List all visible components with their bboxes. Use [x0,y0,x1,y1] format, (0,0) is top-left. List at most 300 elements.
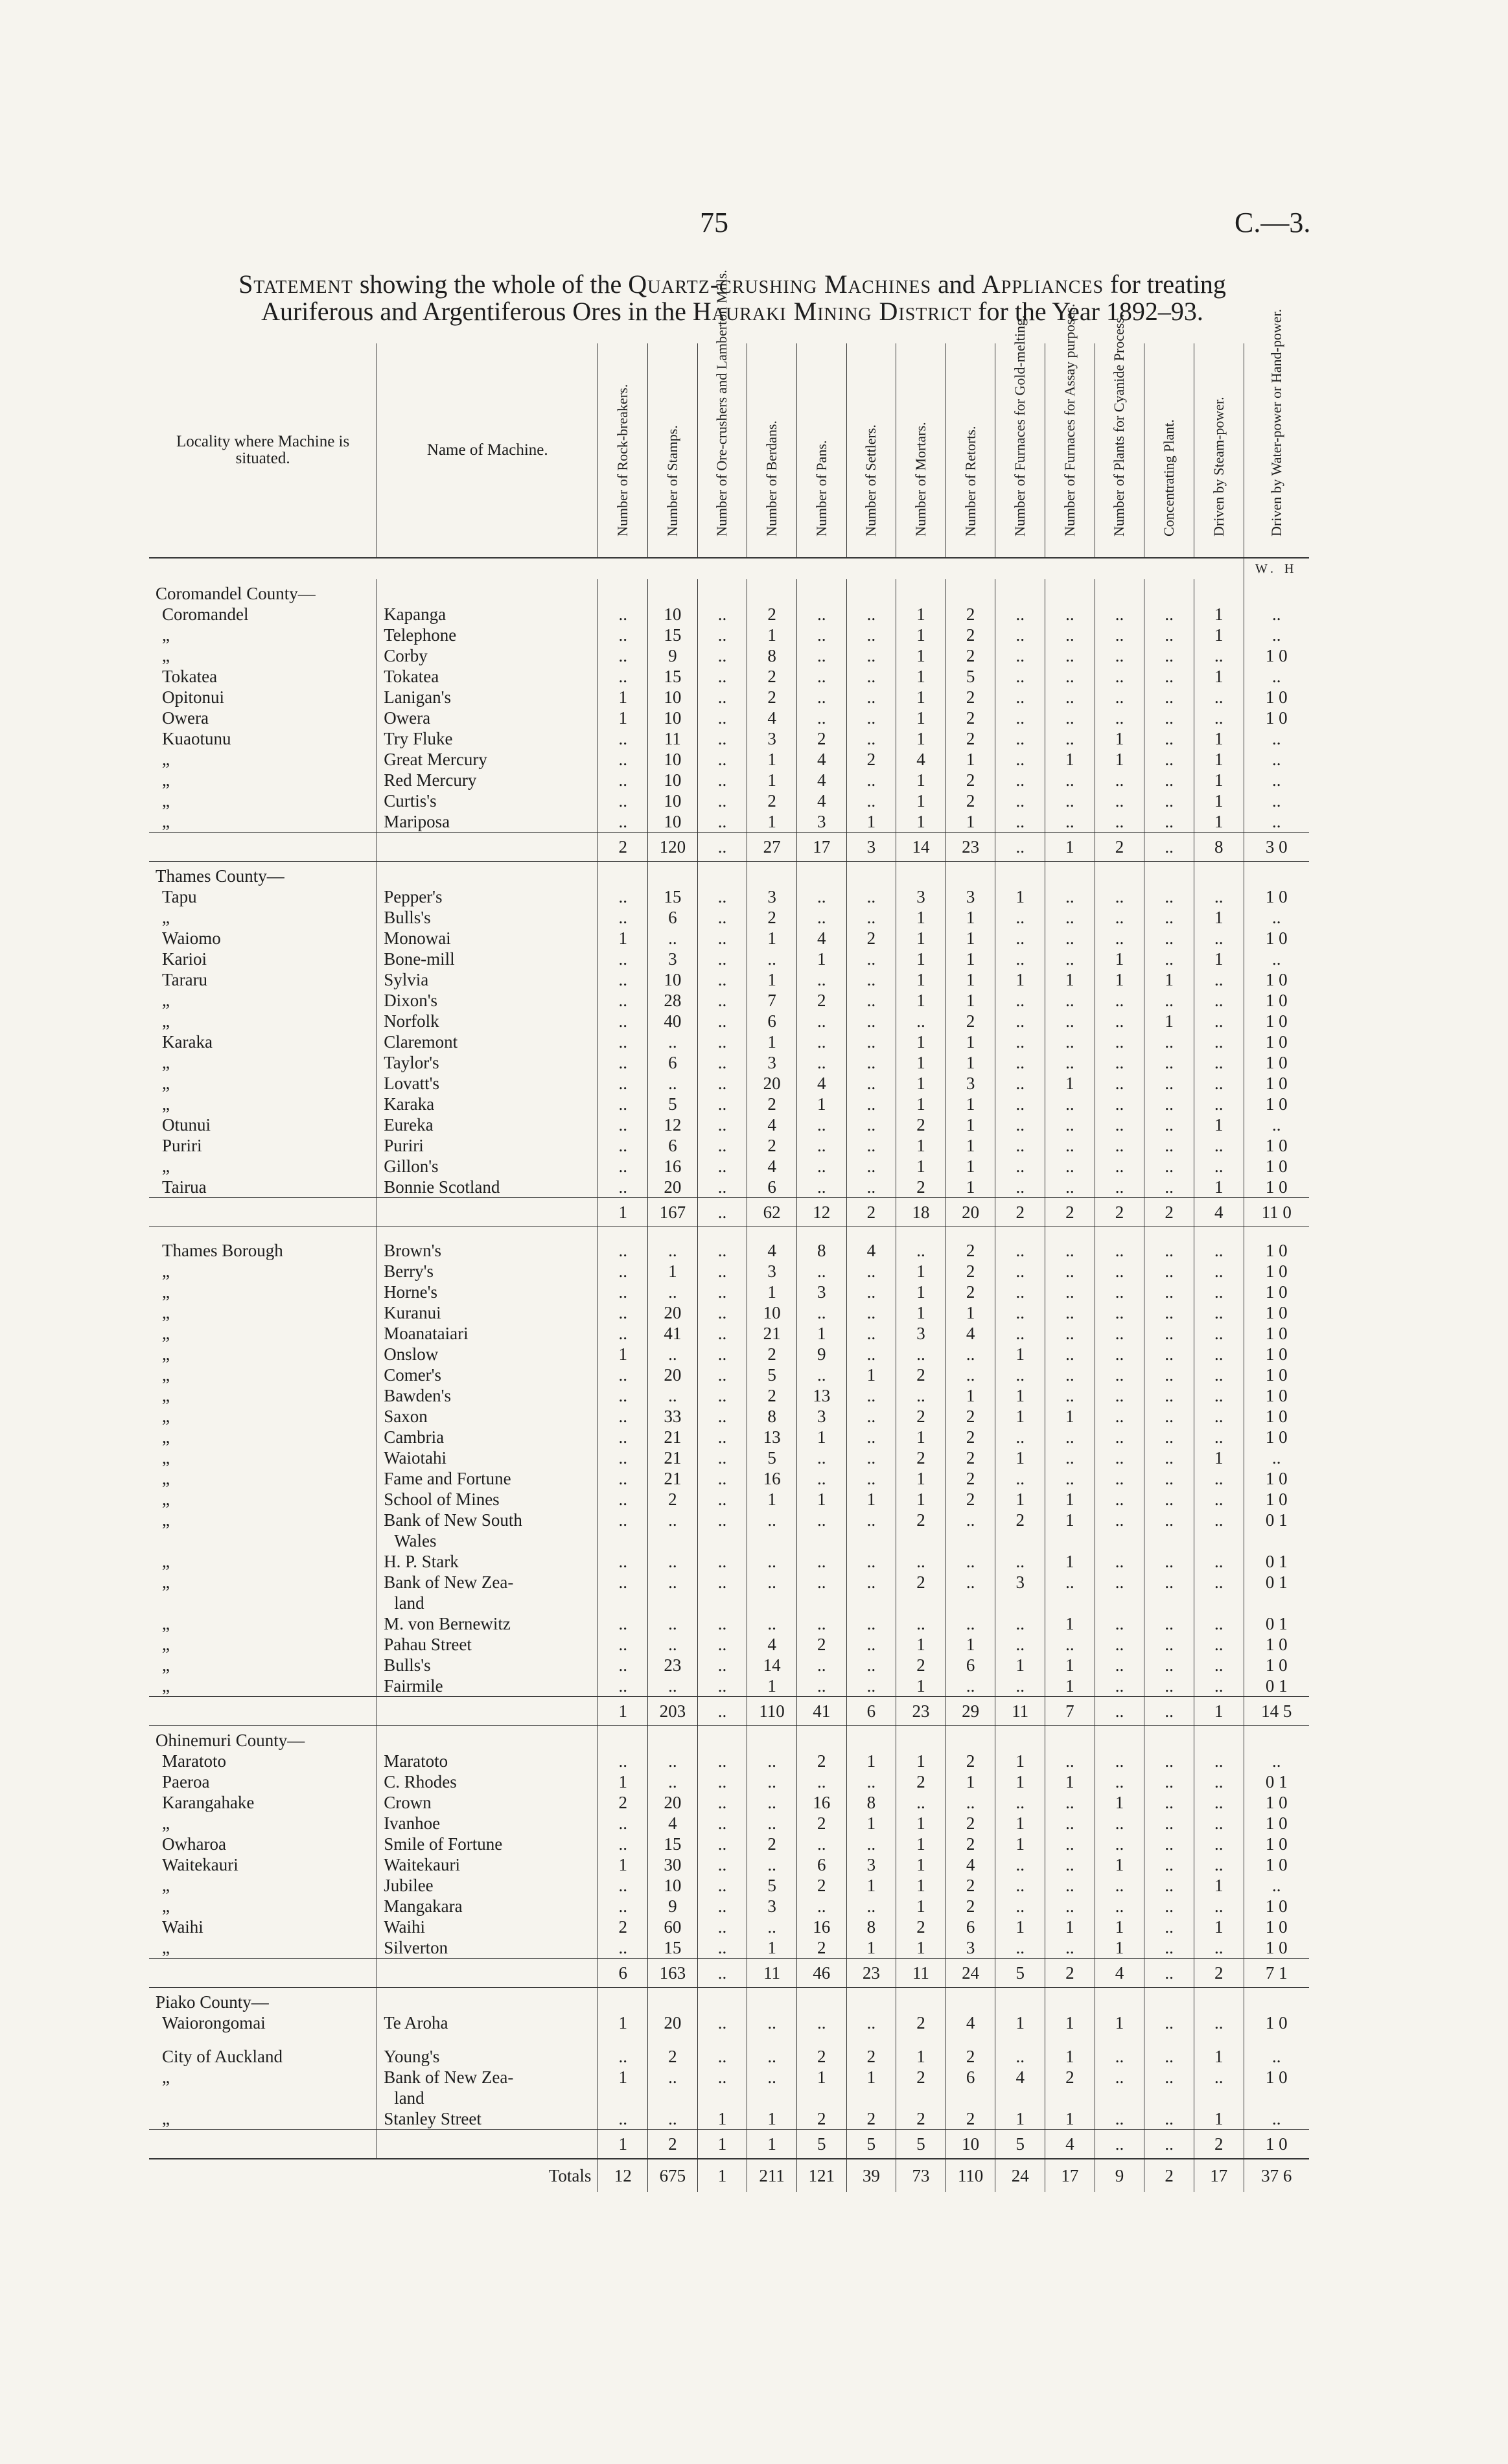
value-cell: .. [1095,1156,1144,1177]
empty-cell [995,1726,1045,1751]
machine-name-cell: Jubilee [377,1875,598,1896]
empty-cell [377,579,598,604]
table-body [149,558,1309,2192]
value-cell: 1 [747,928,797,949]
empty-cell [747,1593,797,1613]
table-row [149,1177,1309,1198]
value-cell: 1 [995,1751,1045,1771]
value-cell: .. [1194,2012,1244,2033]
value-cell: 1 0 [1244,1427,1309,1447]
empty-cell [945,862,995,887]
value-cell: 1 0 [1244,1156,1309,1177]
value-cell: .. [697,1751,747,1771]
value-cell: 1 [1045,1613,1095,1634]
value-cell: .. [1095,2046,1144,2067]
machine-name-cell: Karaka [377,1094,598,1114]
empty-cell [995,2033,1045,2046]
value-cell: 2 [747,687,797,708]
value-cell: .. [1194,1613,1244,1634]
value-cell: 2 [945,708,995,728]
value-cell: .. [1244,2108,1309,2130]
value-cell: .. [598,1302,648,1323]
value-cell: .. [846,1302,896,1323]
machine-name-cell: Bawden's [377,1385,598,1406]
col-header-settlers [846,343,896,558]
locality-cell: „ [162,2109,170,2128]
value-cell: .. [697,1447,747,1468]
value-cell: 41 [796,1697,846,1726]
empty-cell [1045,862,1095,887]
value-cell: .. [846,770,896,790]
value-cell: 1 [1194,1447,1244,1468]
value-cell: .. [796,1896,846,1917]
table-row [149,1282,1309,1302]
value-cell: .. [846,1094,896,1114]
empty-cell [747,1726,797,1751]
value-cell: 3 [796,811,846,833]
value-cell: 1 0 [1244,1261,1309,1282]
value-cell: 3 [648,949,698,969]
value-cell: 2 [945,1011,995,1031]
value-cell: 1 [846,2067,896,2088]
value-cell: 2 [747,1385,797,1406]
value-cell: .. [1194,1427,1244,1447]
value-cell: .. [697,907,747,928]
value-cell: 21 [648,1427,698,1447]
value-cell: 2 [945,2046,995,2067]
value-cell: 2 [945,1834,995,1854]
empty-cell [1244,579,1309,604]
empty-cell [896,1593,946,1613]
value-cell: 1 [598,2130,648,2159]
value-cell: 1 [995,1385,1045,1406]
value-cell: .. [995,1114,1045,1135]
value-cell: .. [796,1675,846,1697]
value-cell: .. [1244,811,1309,833]
value-cell: 10 [648,708,698,728]
value-cell: 7 [747,990,797,1011]
value-cell: .. [598,1834,648,1854]
machine-name-cell: Waiotahi [377,1447,598,1468]
value-cell: .. [995,1613,1045,1634]
machine-name-cell: Corby [377,645,598,666]
value-cell: .. [1144,1135,1194,1156]
value-cell: 20 [648,1177,698,1198]
value-cell: 2 [945,604,995,625]
value-cell: .. [697,1510,747,1530]
value-cell: .. [598,886,648,907]
value-cell: .. [1244,666,1309,687]
value-cell: .. [648,1344,698,1364]
value-cell: 1 [945,1771,995,1792]
value-cell: 1 [747,1675,797,1697]
value-cell: 1 [896,1675,946,1697]
empty-cell [697,1593,747,1613]
value-cell: .. [1095,2130,1144,2159]
value-cell: 1 0 [1244,928,1309,949]
value-cell: .. [995,1427,1045,1447]
value-cell: .. [846,1551,896,1572]
empty-cell [1194,579,1244,604]
value-cell: 40 [648,1011,698,1031]
table-row [149,928,1309,949]
value-cell: .. [1144,1634,1194,1655]
value-cell: .. [1144,1675,1194,1697]
locality-cell: „ [162,1427,170,1447]
value-cell: 203 [648,1697,698,1726]
value-cell: 17 [796,833,846,862]
locality-cell: „ [162,1282,170,1302]
value-cell: .. [1144,1551,1194,1572]
value-cell: 16 [747,1468,797,1489]
machine-name-cell: Curtis's [377,790,598,811]
value-cell: 6 [747,1177,797,1198]
value-cell: 1 [846,1489,896,1510]
locality-cell: „ [162,1261,170,1281]
machine-name-cell: Bank of New South [377,1510,598,1530]
value-cell: .. [697,2046,747,2067]
value-cell: 2 [598,833,648,862]
value-cell: .. [1095,708,1144,728]
value-cell: .. [697,969,747,990]
locality-cell: Owera [162,708,209,728]
locality-cell: „ [162,1572,170,1592]
value-cell: 2 [896,1917,946,1937]
empty-cell [697,2088,747,2108]
value-cell: .. [1244,2046,1309,2067]
value-cell: .. [1045,928,1095,949]
value-cell: .. [1144,2046,1194,2067]
value-cell: .. [995,990,1045,1011]
value-cell: 2 [747,604,797,625]
value-cell: .. [995,790,1045,811]
value-cell: 3 0 [1244,833,1309,862]
locality-cell: „ [162,750,170,769]
value-cell: .. [598,1011,648,1031]
col-header-text: Number of Stamps. [664,425,680,536]
table-row [149,770,1309,790]
value-cell: .. [598,1896,648,1917]
value-cell: 11 [896,1959,946,1988]
value-cell: .. [995,1011,1045,1031]
value-cell: 1 [896,907,946,928]
value-cell: .. [598,1177,648,1198]
value-cell: 2 [846,2046,896,2067]
value-cell: 23 [945,833,995,862]
value-cell: .. [1144,1240,1194,1261]
empty-cell [1045,1227,1095,1241]
value-cell: 1 [896,1156,946,1177]
col-header-steam [1194,343,1244,558]
value-cell: .. [598,1937,648,1959]
value-cell: 21 [648,1468,698,1489]
locality-cell: „ [162,1365,170,1385]
table-row [149,1364,1309,1385]
value-cell: .. [598,1551,648,1572]
locality-cell: „ [162,1324,170,1343]
value-cell: 5 [846,2130,896,2159]
value-cell: 1 [995,1655,1045,1675]
value-cell: 16 [796,1917,846,1937]
value-cell: 7 1 [1244,1959,1309,1988]
table-row [149,990,1309,1011]
value-cell: 1 [846,1364,896,1385]
value-cell: .. [697,2067,747,2088]
value-cell: 1 [1045,1655,1095,1675]
value-cell: .. [896,1613,946,1634]
value-cell: .. [796,645,846,666]
value-cell: .. [1045,1302,1095,1323]
value-cell: .. [846,1323,896,1344]
value-cell: 1 [995,1771,1045,1792]
value-cell: 14 [747,1655,797,1675]
value-cell: .. [598,1468,648,1489]
value-cell: .. [1144,1937,1194,1959]
table-row [149,1052,1309,1073]
value-cell: 1 [1194,1114,1244,1135]
value-cell: .. [995,949,1045,969]
table-row [149,1261,1309,1282]
value-cell: .. [1045,728,1095,749]
value-cell: .. [1045,1875,1095,1896]
value-cell: .. [896,1551,946,1572]
value-cell: 6 [747,1011,797,1031]
empty-cell [896,1227,946,1241]
value-cell: 2 [945,645,995,666]
locality-cell: „ [162,1157,170,1176]
value-cell: .. [697,1385,747,1406]
value-cell: 1 [846,1751,896,1771]
value-cell: .. [598,1073,648,1094]
value-cell: 1 [896,708,946,728]
value-cell: 1 [598,2067,648,2088]
value-cell: .. [1144,1875,1194,1896]
locality-cell: „ [162,1094,170,1114]
machine-name-cont: Wales [377,1530,598,1551]
value-cell: .. [1095,1282,1144,1302]
table-row [149,949,1309,969]
value-cell: 0 1 [1244,1551,1309,1572]
empty-cell [1144,1726,1194,1751]
machine-name-cell: Stanley Street [377,2108,598,2130]
value-cell: 1 [945,1135,995,1156]
empty-cell [1095,2088,1144,2108]
value-cell: .. [1095,1572,1144,1593]
locality-cell: „ [162,991,170,1010]
value-cell: 1 [598,928,648,949]
value-cell: 0 1 [1244,1675,1309,1697]
value-cell: 1 [1194,790,1244,811]
value-cell: .. [1144,1323,1194,1344]
value-cell: 2 [1194,1959,1244,1988]
statement-title [156,271,1309,325]
value-cell: 1 [747,969,797,990]
value-cell: .. [995,1031,1045,1052]
value-cell: 24 [995,2159,1045,2192]
value-cell: 1 0 [1244,1854,1309,1875]
value-cell: .. [747,1792,797,1813]
value-cell: 1 [1045,2046,1095,2067]
empty-cell [846,1593,896,1613]
empty-cell [149,2130,377,2159]
value-cell: 1 [1095,969,1144,990]
value-cell: 1 [945,969,995,990]
value-cell: .. [1095,928,1144,949]
value-cell: 9 [796,1344,846,1364]
value-cell: 1 0 [1244,1240,1309,1261]
value-cell: .. [846,1572,896,1593]
value-cell: .. [697,1854,747,1875]
value-cell: 1 [598,1771,648,1792]
value-cell: .. [1144,790,1194,811]
value-cell: 1 [1194,2046,1244,2067]
machine-name-cell: Lovatt's [377,1073,598,1094]
document-reference: C.—3. [1235,207,1311,238]
empty-cell [377,1959,598,1988]
value-cell: 21 [648,1447,698,1468]
empty-cell [149,558,1244,579]
table-row-continuation [149,2088,1309,2108]
value-cell: .. [1144,2108,1194,2130]
value-cell: .. [598,625,648,645]
locality-cell: Waitekauri [162,1855,238,1874]
value-cell: 3 [747,1261,797,1282]
empty-cell [1244,862,1309,887]
table-row [149,1427,1309,1447]
value-cell: .. [1095,1114,1144,1135]
empty-cell [149,1530,377,1551]
empty-cell [149,1697,377,1726]
value-cell: 1 0 [1244,1813,1309,1834]
value-cell: 10 [648,749,698,770]
value-cell: .. [697,1792,747,1813]
value-cell: 1 [598,1344,648,1364]
value-cell: .. [846,1510,896,1530]
value-cell: 1 [846,811,896,833]
value-cell: .. [1194,1302,1244,1323]
value-cell: .. [598,790,648,811]
value-cell: .. [1144,1114,1194,1135]
value-cell: 24 [945,1959,995,1988]
value-cell: 1 [896,1875,946,1896]
value-cell: 4 [1045,2130,1095,2159]
value-cell: .. [896,1344,946,1364]
col-header-text: Number of Furnaces for Gold-melting. [1012,315,1028,536]
value-cell: .. [846,990,896,1011]
table-row [149,2108,1309,2130]
value-cell: .. [598,2108,648,2130]
locality-cell: „ [162,1074,170,1093]
empty-cell [1244,1593,1309,1613]
value-cell: 1 0 [1244,1937,1309,1959]
value-cell: .. [648,1282,698,1302]
machine-name-cell: Saxon [377,1406,598,1427]
value-cell: .. [796,1156,846,1177]
empty-cell [945,1530,995,1551]
value-cell: .. [648,1634,698,1655]
value-cell: .. [697,1613,747,1634]
value-cell: .. [1194,1655,1244,1675]
value-cell: .. [697,604,747,625]
value-cell: 2 [896,2067,946,2088]
empty-cell [1045,1593,1095,1613]
empty-cell [1095,1530,1144,1551]
empty-cell [796,1726,846,1751]
value-cell: .. [1144,625,1194,645]
machine-name-cell: Young's [377,2046,598,2067]
value-cell: .. [1194,1156,1244,1177]
value-cell: .. [796,1114,846,1135]
value-cell: 2 [1095,1198,1144,1227]
value-cell: 2 [945,1261,995,1282]
value-cell: .. [945,1510,995,1530]
value-cell: 1 0 [1244,1073,1309,1094]
value-cell: 1 [896,1634,946,1655]
empty-cell [648,1988,698,2013]
value-cell: .. [846,645,896,666]
value-cell: .. [1095,1655,1144,1675]
table-row [149,907,1309,928]
value-cell: .. [796,1261,846,1282]
value-cell: 1 0 [1244,1344,1309,1364]
value-cell: .. [1194,1510,1244,1530]
value-cell: .. [1244,790,1309,811]
value-cell: .. [1095,1613,1144,1634]
value-cell: 1 [1045,969,1095,990]
value-cell: .. [598,969,648,990]
value-cell: .. [846,1468,896,1489]
value-cell: 1 [896,1135,946,1156]
value-cell: 1 [1194,666,1244,687]
value-cell: 3 [995,1572,1045,1593]
value-cell: .. [598,1675,648,1697]
value-cell: 2 [896,1114,946,1135]
value-cell: 8 [1194,833,1244,862]
locality-cell: Karaka [162,1032,213,1052]
empty-cell [377,862,598,887]
machine-name-cell: Waitekauri [377,1854,598,1875]
value-cell: .. [1095,1427,1144,1447]
value-cell: 2 [1144,1198,1194,1227]
value-cell: .. [747,1771,797,1792]
empty-cell [598,2033,648,2046]
value-cell: .. [1144,1896,1194,1917]
value-cell: .. [1045,1135,1095,1156]
value-cell: .. [1144,708,1194,728]
empty-cell [1045,1726,1095,1751]
value-cell: .. [846,666,896,687]
value-cell: 4 [945,1854,995,1875]
empty-cell [1144,1988,1194,2013]
value-cell: 12 [598,2159,648,2192]
value-cell: 2 [945,1406,995,1427]
col-header-text: Number of Pans. [813,440,829,536]
value-cell: 20 [648,2012,698,2033]
table-row [149,1655,1309,1675]
locality-cell: „ [162,812,170,831]
value-cell: .. [697,1896,747,1917]
value-cell: 15 [648,1834,698,1854]
value-cell: .. [1144,1510,1194,1530]
value-cell: 211 [747,2159,797,2192]
value-cell: .. [1045,1572,1095,1593]
empty-cell [598,862,648,887]
machine-name-cell: Bone-mill [377,949,598,969]
value-cell: .. [796,1135,846,1156]
value-cell: 4 [796,790,846,811]
value-cell: .. [1045,886,1095,907]
county-label: Thames County— [156,866,284,886]
